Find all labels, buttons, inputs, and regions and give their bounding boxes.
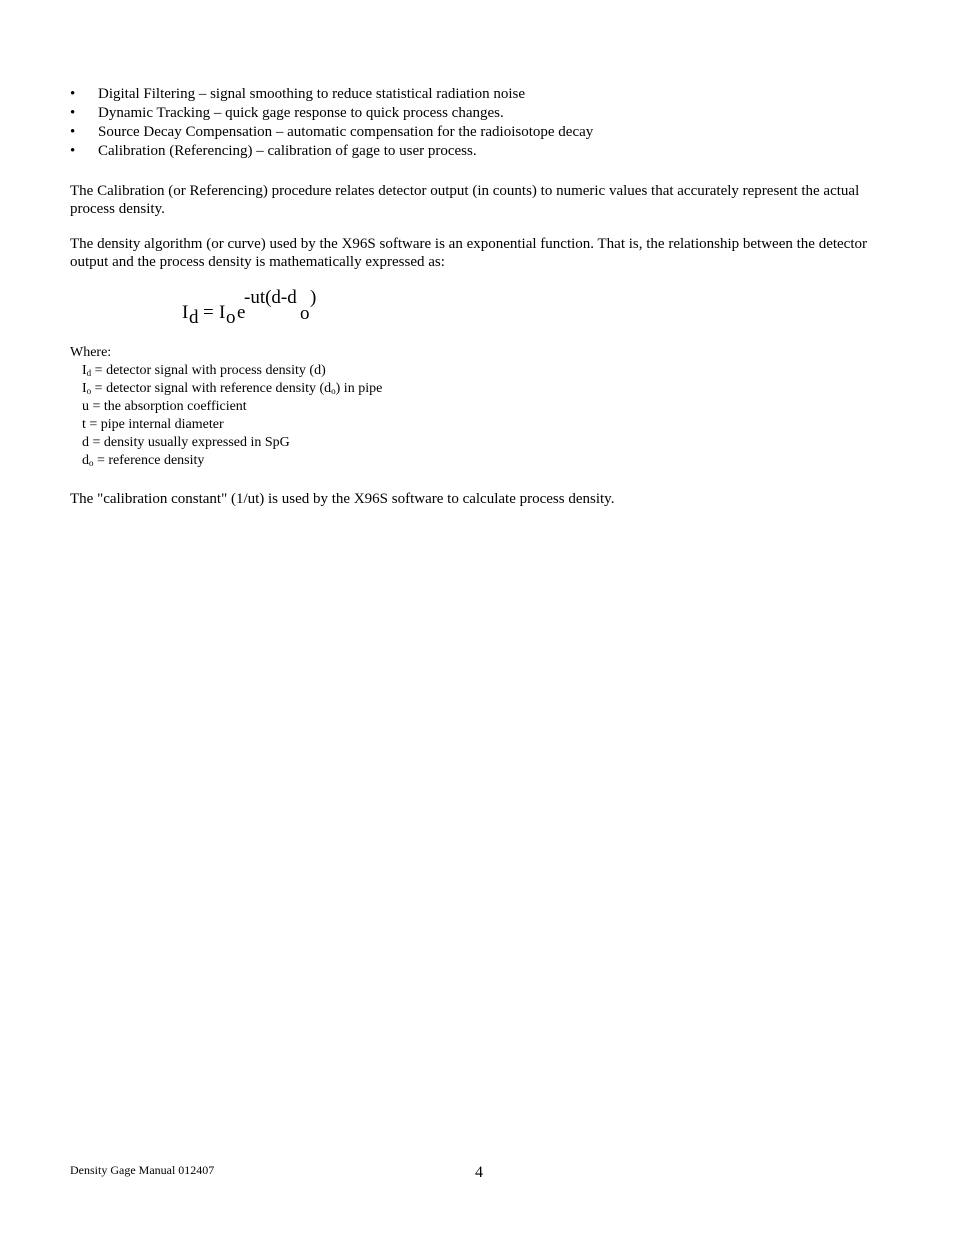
definition-item <box>82 416 382 434</box>
formula-exponent-subscript: o <box>300 303 310 324</box>
where-heading: Where: <box>70 345 112 360</box>
variable-definitions <box>70 344 382 470</box>
bullet-marker: • <box>70 86 76 102</box>
definition-list <box>70 362 382 470</box>
def-text: ) in pipe <box>335 381 383 396</box>
feature-item <box>70 123 593 142</box>
formula-equals: = <box>203 302 214 323</box>
calibration-constant-paragraph: The "calibration constant" (1/ut) is used by the X96S software to calculate process density. <box>70 491 615 507</box>
definition-item <box>82 434 382 452</box>
def-text: = detector signal with reference density (d <box>94 381 332 396</box>
def-subscript: d <box>86 368 92 378</box>
def-symbol: d <box>82 453 89 468</box>
formula-lhs-symbol: I <box>182 302 189 323</box>
feature-item <box>70 104 593 123</box>
definition-item <box>82 452 382 470</box>
formula-lhs-subscript: d <box>189 307 199 328</box>
feature-item <box>70 142 593 161</box>
feature-list <box>70 85 593 161</box>
formula-exponent: -ut(d-d <box>244 287 297 308</box>
feature-text: Source Decay Compensation – automatic compensation for the radioisotope decay <box>98 124 594 140</box>
def-subscript: o <box>89 458 94 468</box>
def-text: = the absorption coefficient <box>92 399 247 414</box>
formula-rhs-symbol: I <box>219 302 226 323</box>
def-symbol: I <box>82 363 87 378</box>
definition-item <box>82 380 382 398</box>
bullet-marker: • <box>70 124 76 140</box>
calibration-paragraph: The Calibration (or Referencing) procedure relates detector output (in counts) to numeric values that accurately represent the actual process density. <box>70 183 860 217</box>
def-subscript: o <box>331 386 336 396</box>
feature-item <box>70 85 593 104</box>
definition-item <box>82 398 382 416</box>
def-symbol: t <box>82 417 86 432</box>
footer-document-name: Density Gage Manual 012407 <box>70 1163 215 1177</box>
feature-text: Digital Filtering – signal smoothing to reduce statistical radiation noise <box>98 86 526 102</box>
bullet-marker: • <box>70 143 76 159</box>
algorithm-paragraph: The density algorithm (or curve) used by the X96S software is an exponential function. That is, the relationship between the detector output and the process density is mathematically expressed as: <box>70 236 867 270</box>
def-text: = reference density <box>97 453 205 468</box>
def-text: = detector signal with process density (d) <box>94 363 326 378</box>
density-formula <box>182 286 382 330</box>
feature-text: Dynamic Tracking – quick gage response to quick process changes. <box>98 105 504 121</box>
bullet-marker: • <box>70 105 76 121</box>
def-symbol: u <box>82 399 89 414</box>
formula-rhs-subscript: o <box>226 307 236 328</box>
def-symbol: I <box>82 381 87 396</box>
feature-text: Calibration (Referencing) – calibration of gage to user process. <box>98 143 477 159</box>
def-text: = pipe internal diameter <box>89 417 224 432</box>
formula-exponent-close: ) <box>310 287 317 308</box>
def-symbol: d <box>82 435 89 450</box>
formula-exponential-base: e <box>237 302 246 323</box>
def-text: = density usually expressed in SpG <box>92 435 290 450</box>
definition-item <box>82 362 382 380</box>
page-number: 4 <box>475 1164 483 1181</box>
def-subscript: o <box>86 386 92 396</box>
